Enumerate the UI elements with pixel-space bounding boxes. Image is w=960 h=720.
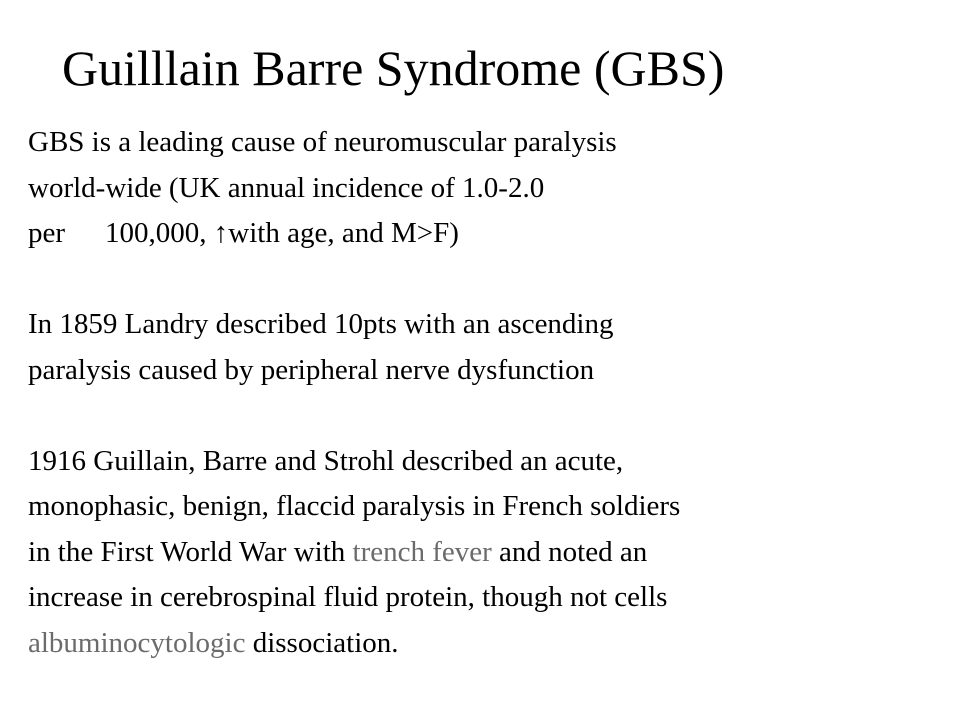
text-fragment: dissociation. — [245, 626, 399, 659]
text-line: GBS is a leading cause of neuromuscular paralysis — [28, 126, 617, 158]
text-line: In 1859 Landry described 10pts with an ascending — [28, 308, 614, 340]
text-fragment: per — [28, 217, 66, 249]
text-line: increase in cerebrospinal fluid protein, though not cells — [28, 581, 668, 613]
text-fragment: in the First World War with — [28, 535, 353, 568]
text-line: paralysis caused by peripheral nerve dysfunction — [28, 353, 595, 386]
slide-title: Guilllain Barre Syndrome (GBS) — [62, 40, 725, 96]
text-line: 1916 Guillain, Barre and Strohl described an acute, — [28, 444, 624, 477]
text-line: monophasic, benign, flaccid paralysis in French soldiers — [28, 490, 681, 522]
paragraph-guillain — [28, 439, 938, 667]
slide-body — [28, 120, 938, 666]
paragraph-landry — [28, 302, 938, 393]
text-fragment: and noted an — [491, 535, 648, 568]
text-line-with-highlight — [28, 530, 938, 576]
text-fragment: with age, and M>F) — [228, 217, 459, 249]
paragraph-incidence — [28, 120, 938, 257]
text-fragment: 100,000, — [105, 217, 207, 249]
highlight-albuminocytologic: albuminocytologic — [28, 626, 246, 659]
text-line-with-highlight — [28, 621, 938, 667]
up-arrow-icon: ↑ — [213, 217, 229, 249]
highlight-trench-fever: trench fever — [352, 535, 492, 568]
text-line-with-arrow — [28, 211, 938, 257]
text-line: world-wide (UK annual incidence of 1.0-2.0 — [28, 171, 545, 204]
